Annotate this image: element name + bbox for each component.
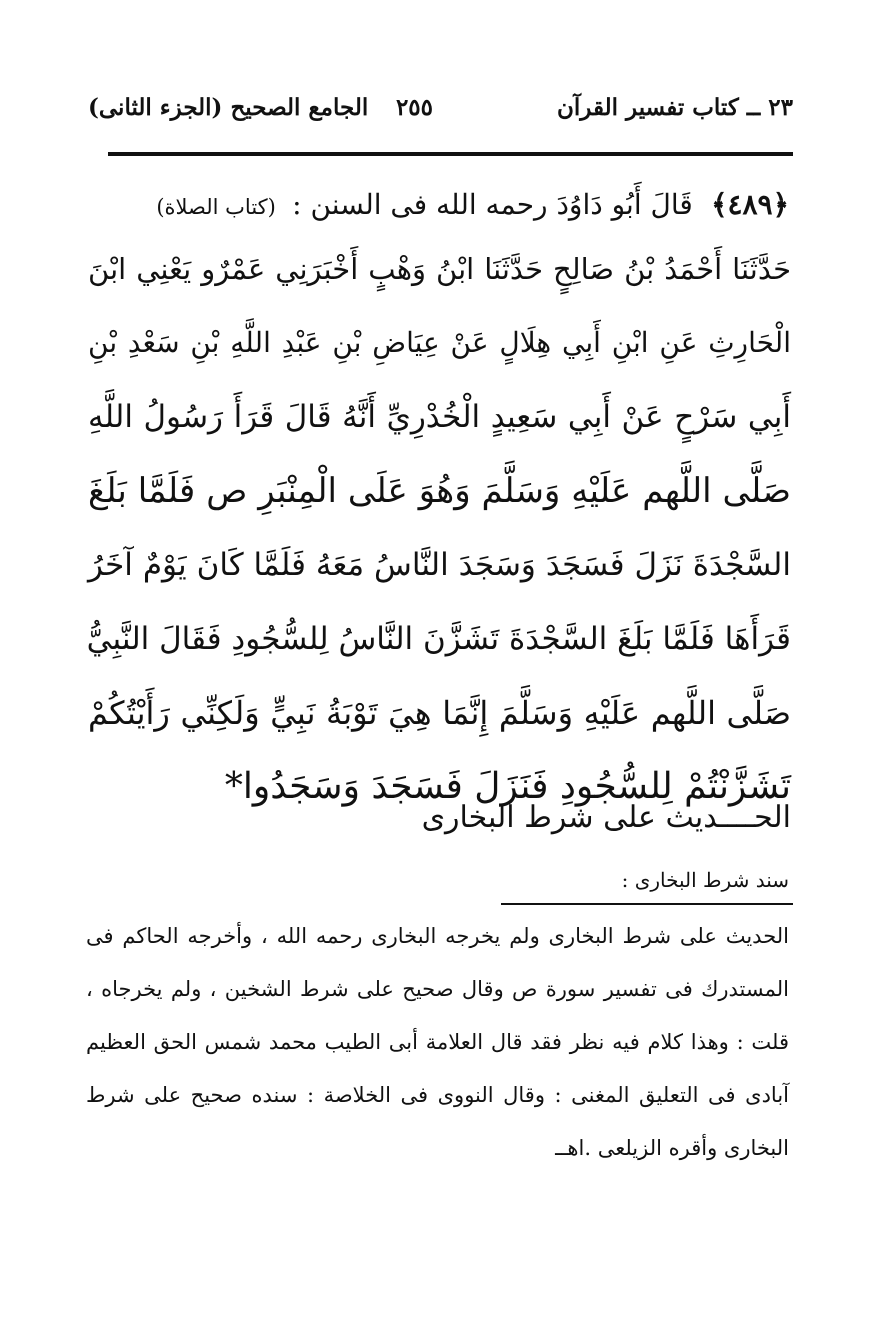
- isnad-commentary: [86, 910, 789, 1175]
- commentary-line: الحديث على شرط البخارى ولم يخرجه البخارى رحمه الله ، وأخرجه الحاكم فى: [86, 924, 789, 948]
- hadith-line: صَلَّى اللَّهم عَلَيْهِ وَسَلَّمَ إِنَّمَا هِيَ تَوْبَةُ نَبِيٍّ وَلَكِنِّي رَأَيْتُكُمْ: [88, 694, 791, 732]
- hadith-source-book: (كتاب الصلاة): [156, 195, 276, 219]
- hadith-line: حَدَّثَنَا أَحْمَدُ بْنُ صَالِحٍ حَدَّثَنَا ابْنُ وَهْبٍ أَخْبَرَنِي عَمْرٌو يَعْنِي ابْنَ: [88, 252, 791, 286]
- hadith-intro: قَالَ أَبُو دَاوُدَ رحمه الله فى السنن :: [292, 188, 693, 221]
- hadith-ruling: الحــــديث على شرط البخارى: [421, 800, 791, 835]
- header-divider: [108, 152, 793, 156]
- running-header: [88, 94, 793, 134]
- commentary-line: المستدرك فى تفسير سورة ص وقال صحيح على شرط الشخين ، ولم يخرجاه ،: [86, 977, 789, 1001]
- isnad-underline: [501, 903, 793, 905]
- hadith-line: أَبِي سَرْحٍ عَنْ أَبِي سَعِيدٍ الْخُدْرِيِّ أَنَّهُ قَالَ قَرَأَ رَسُولُ اللَّهِ: [88, 399, 791, 435]
- hadith-line: صَلَّى اللَّهم عَلَيْهِ وَسَلَّمَ وَهُوَ عَلَى الْمِنْبَرِ ص فَلَمَّا بَلَغَ: [88, 471, 791, 511]
- hadith-line: تَشَزَّنْتُمْ لِلسُّجُودِ فَنَزَلَ فَسَجَدَ وَسَجَدُوا*: [224, 766, 791, 807]
- hadith-line: الْحَارِثِ عَنِ ابْنِ أَبِي هِلَالٍ عَنْ عِيَاضِ بْنِ عَبْدِ اللَّهِ بْنِ سَعْدِ بْنِ: [88, 326, 791, 359]
- page-number: ٢٥٥: [395, 94, 433, 121]
- hadith-line: قَرَأَهَا فَلَمَّا بَلَغَ السَّجْدَةَ تَشَزَّنَ النَّاسُ لِلسُّجُودِ فَقَالَ النَّبِيُّ: [86, 621, 791, 657]
- commentary-line: آبادى فى التعليق المغنى : وقال النووى فى الخلاصة : سنده صحيح على شرط: [86, 1083, 789, 1107]
- commentary-line: البخارى وأقره الزيلعى .اهــ: [555, 1136, 789, 1160]
- hadith-text: [88, 232, 791, 824]
- book-title: الجامع الصحيح (الجزء الثانى): [88, 94, 369, 121]
- chapter-title: ٢٣ ــ كتاب تفسير القرآن: [557, 94, 793, 121]
- commentary-line: قلت : وهذا كلام فيه نظر فقد قال العلامة أبى الطيب محمد شمس الحق العظيم: [86, 1030, 789, 1054]
- hadith-heading: [92, 188, 789, 228]
- isnad-section-label: سند شرط البخارى :: [621, 868, 789, 892]
- hadith-number: ﴿٤٨٩﴾: [711, 188, 789, 221]
- hadith-line: السَّجْدَةَ نَزَلَ فَسَجَدَ وَسَجَدَ النَّاسُ مَعَهُ فَلَمَّا كَانَ يَوْمٌ آخَرُ: [88, 547, 791, 583]
